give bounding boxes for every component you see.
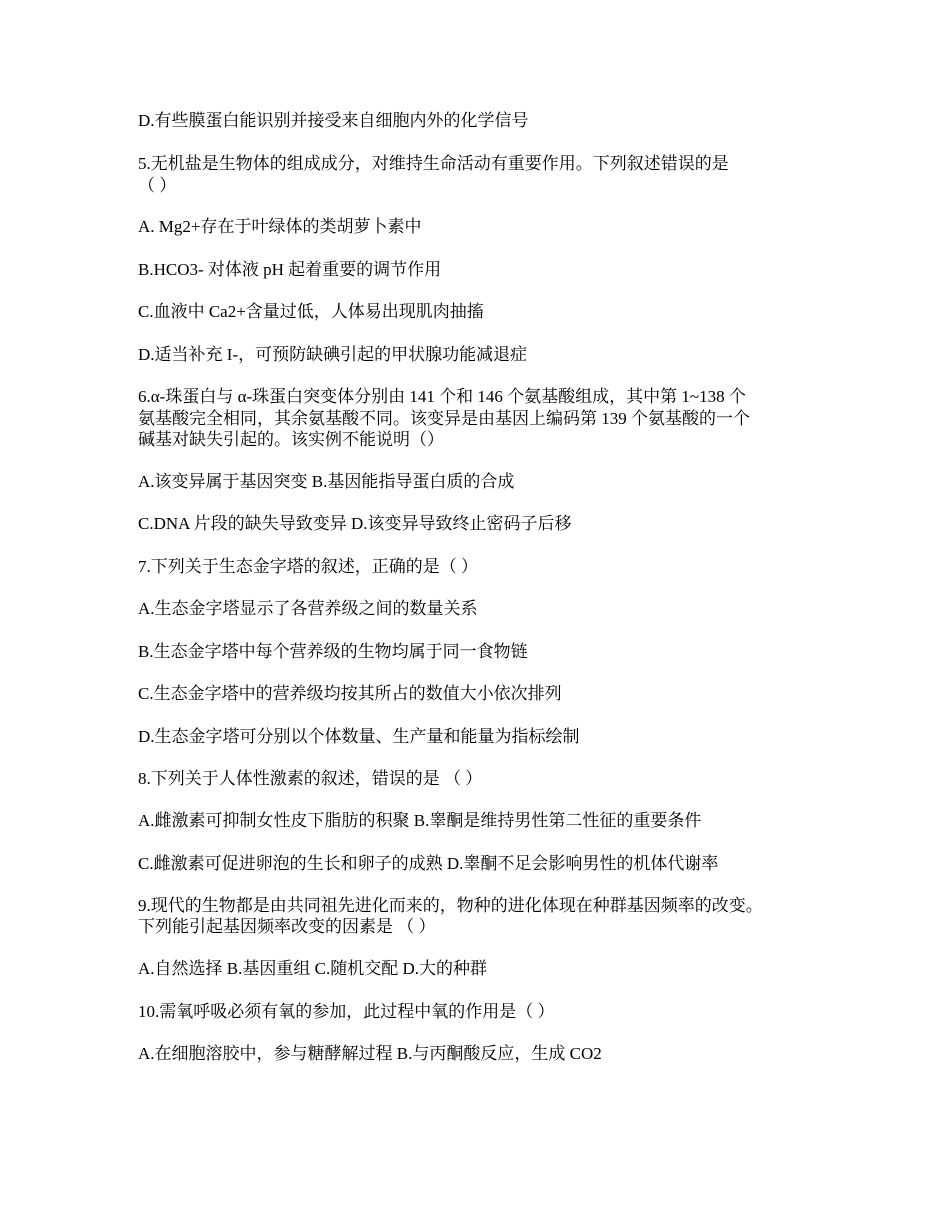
options-ab-q8: A.雌激素可抑制女性皮下脂肪的积聚 B.睾酮是维持男性第二性征的重要条件 [138, 811, 702, 830]
option-a-q5: A. Mg2+存在于叶绿体的类胡萝卜素中 [138, 217, 422, 236]
option-b-q7: B.生态金字塔中每个营养级的生物均属于同一食物链 [138, 642, 528, 661]
question-6-stem-cont-1: 氨基酸完全相同，其余氨基酸不同。该变异是由基因上编码第 139 个氨基酸的一个 [138, 409, 750, 428]
option-a-q7: A.生态金字塔显示了各营养级之间的数量关系 [138, 599, 478, 618]
option-d-q7: D.生态金字塔可分别以个体数量、生产量和能量为指标绘制 [138, 727, 580, 746]
options-cd-q8: C.雌激素可促进卵泡的生长和卵子的成熟 D.睾酮不足会影响男性的机体代谢率 [138, 854, 719, 873]
options-q9: A.自然选择 B.基因重组 C.随机交配 D.大的种群 [138, 959, 487, 978]
question-6-stem-cont-2: 碱基对缺失引起的。该实例不能说明（） [138, 430, 444, 449]
option-c-q5: C.血液中 Ca2+含量过低，人体易出现肌肉抽搐 [138, 302, 484, 321]
question-7-stem: 7.下列关于生态金字塔的叙述，正确的是（ ） [138, 557, 478, 576]
option-d-q5: D.适当补充 I-，可预防缺碘引起的甲状腺功能减退症 [138, 345, 528, 364]
question-10-stem: 10.需氧呼吸必须有氧的参加，此过程中氧的作用是（ ） [138, 1002, 555, 1021]
question-9-stem: 9.现代的生物都是由共同祖先进化而来的，物种的进化体现在种群基因频率的改变。 [138, 896, 763, 915]
question-8-stem: 8.下列关于人体性激素的叙述，错误的是 （ ） [138, 769, 483, 788]
question-6-stem: 6.α-珠蛋白与 α-珠蛋白突变体分别由 141 个和 146 个氨基酸组成，其中第 1~138 个 [138, 387, 746, 406]
option-b-q5: B.HCO3- 对体液 pH 起着重要的调节作用 [138, 260, 442, 279]
options-cd-q6: C.DNA 片段的缺失导致变异 D.该变异导致终止密码子后移 [138, 514, 572, 533]
question-5-stem-cont: （ ） [138, 176, 177, 195]
options-ab-q6: A.该变异属于基因突变 B.基因能指导蛋白质的合成 [138, 472, 515, 491]
option-d-q4: D.有些膜蛋白能识别并接受来自细胞内外的化学信号 [138, 111, 529, 130]
question-5-stem: 5.无机盐是生物体的组成成分，对维持生命活动有重要作用。下列叙述错误的是 [138, 154, 729, 173]
option-c-q7: C.生态金字塔中的营养级均按其所占的数值大小依次排列 [138, 684, 562, 703]
options-ab-q10: A.在细胞溶胶中，参与糖酵解过程 B.与丙酮酸反应，生成 CO2 [138, 1044, 602, 1063]
question-9-stem-cont: 下列能引起基因频率改变的因素是 （ ） [138, 917, 436, 936]
